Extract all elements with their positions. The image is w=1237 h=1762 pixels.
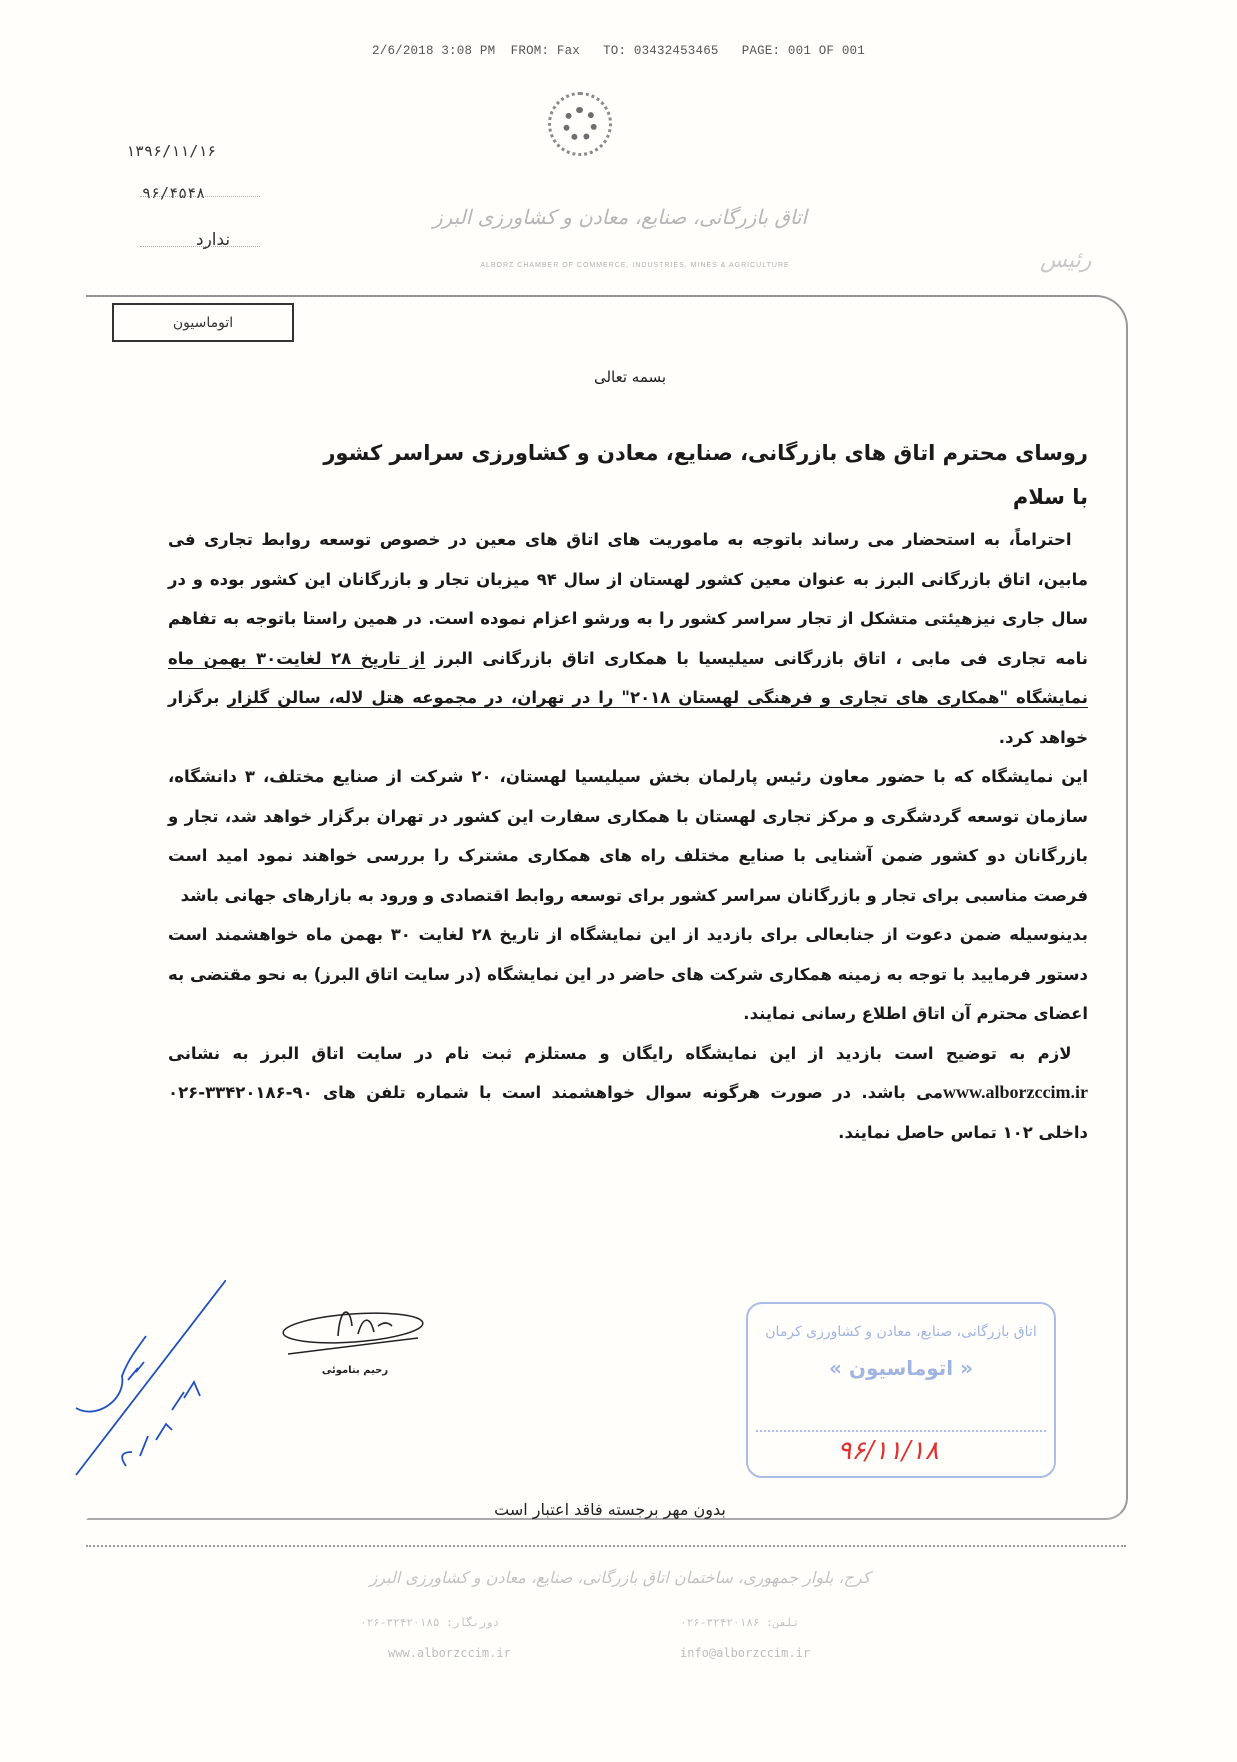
letter-number: ۹۶/۴۵۴۸: [142, 184, 206, 202]
fax-transmission-header: 2/6/2018 3:08 PM FROM: Fax TO: 03432453465 PAGE: 001 OF 001: [372, 44, 865, 58]
footer-website[interactable]: www.alborzccim.ir: [388, 1646, 511, 1660]
president-handwriting: رئیس: [1040, 248, 1092, 273]
stamp-divider: [756, 1430, 1046, 1432]
header-divider: [86, 295, 1096, 297]
event-details: از تاریخ ۲۸ لغایت۳۰ بهمن ماه نمایشگاه "همکاری های تجاری و فرهنگی لهستان ۲۰۱۸" را در تهران، در مجموعه هتل لاله، سالن گلزار: [168, 648, 1089, 707]
chamber-emblem-icon: [548, 92, 612, 156]
letterhead-org-name-en: ALBORZ CHAMBER OF COMMERCE, INDUSTRIES, MINES & AGRICULTURE: [480, 262, 790, 269]
stamp-date: ۹۶/۱۱/۱۸: [837, 1436, 939, 1466]
meta-divider: [140, 196, 260, 197]
stamp-org-name: اتاق بازرگانی، صنایع، معادن و کشاورزی کرمان: [765, 1324, 1037, 1340]
letter-date: ۱۳۹۶/۱۱/۱۶: [126, 142, 217, 160]
received-stamp: [746, 1302, 1056, 1478]
footer-email[interactable]: info@alborzccim.ir: [680, 1646, 811, 1660]
letterhead-org-name: اتاق بازرگانی، صنایع، معادن و کشاورزی البرز: [432, 205, 808, 229]
meta-divider: [140, 246, 260, 247]
paragraph-3: بدینوسیله ضمن دعوت از جنابعالی برای بازدید از این نمایشگاه از تاریخ ۲۸ لغایت ۳۰ بهمن ماه خواهشمند است دستور فرمایید با توجه به زمینه همکاری شرکت های حاضر در این نمایشگاه (در سایت اتاق البرز) به نحو مقتضی به اعضای محترم آن اتاق اطلاع رسانی نمایند.: [168, 925, 1088, 1023]
salutation: با سلام: [1012, 485, 1088, 509]
automation-box: اتوماسیون: [112, 303, 294, 342]
letter-attachment: ندارد: [196, 230, 231, 250]
letter-body: [168, 430, 1088, 1152]
paragraph-4: لازم به توضیح است بازدید از این نمایشگاه رایگان و مستلزم ثبت نام در سایت اتاق البرز به نشانی www.alborzccim.irمی باشد. در صورت هرگونه سوال خواهشمند است با شماره تلفن های ۹۰-۳۳۴۲۰۱۸۶-۰۲۶ داخلی ۱۰۲ تماس حاصل نمایند.: [168, 1043, 1088, 1142]
signer-name: رحیم بناموئی: [321, 1365, 389, 1376]
validity-note: بدون مهر برجسته فاقد اعتبار است: [494, 1500, 726, 1519]
website-link[interactable]: www.alborzccim.ir: [943, 1082, 1088, 1102]
recipients: روسای محترم اتاق های بازرگانی، صنایع، معادن و کشاورزی سراسر کشور: [323, 441, 1088, 465]
signature-icon: [278, 1296, 428, 1376]
footer-divider: [86, 1545, 1126, 1547]
basmala: بسمه تعالی: [593, 368, 667, 386]
footer-phone: تلفن: ۳۲۴۲۰۱۸۶-۰۲۶: [680, 1616, 800, 1629]
handwritten-note-icon: [66, 1280, 226, 1480]
footer-fax: دورنگار: ۳۲۴۲۰۱۸۵-۰۲۶: [360, 1616, 500, 1629]
paragraph-2: این نمایشگاه که با حضور معاون رئیس پارلمان بخش سیلیسیا لهستان، ۲۰ شرکت از صنایع مختلف، ۳ دانشگاه، سازمان توسعه گردشگری و مرکز تجاری لهستان با همکاری سفارت این کشور در تهران برگزار خواهد شد، تجار و بازرگانان دو کشور ضمن آشنایی با صنایع مختلف راه های همکاری مشترک را بررسی خواهند نمود امید است فرصت مناسبی برای تجار و بازرگانان سراسر کشور برای توسعه روابط اقتصادی و ورود به بازارهای جهانی باشد: [168, 767, 1088, 905]
stamp-label: « اتوماسیون »: [828, 1356, 973, 1380]
paragraph-1: احتراماً، به استحضار می رساند باتوجه به ماموریت های اتاق های معین در خصوص توسعه روابط تجاری فی مابین، اتاق بازرگانی البرز به عنوان معین کشور لهستان از سال ۹۴ میزبان تجار و بازرگانان این کشور بوده و در سال جاری نیزهیئتی متشکل از تجار سراسر کشور را به ورشو اعزام نموده است. در همین راستا باتوجه به تفاهم نامه تجاری فی مابی ، اتاق بازرگانی سیلیسیا با همکاری اتاق بازرگانی البرز از تاریخ ۲۸ لغایت۳۰ بهمن ماه نمایشگاه "همکاری های تجاری و فرهنگی لهستان ۲۰۱۸" را در تهران، در مجموعه هتل لاله، سالن گلزار برگزار خواهد کرد.: [168, 530, 1089, 747]
footer-address: کرج، بلوار جمهوری، ساختمان اتاق بازرگانی، صنایع، معادن و کشاورزی البرز: [369, 1568, 871, 1587]
